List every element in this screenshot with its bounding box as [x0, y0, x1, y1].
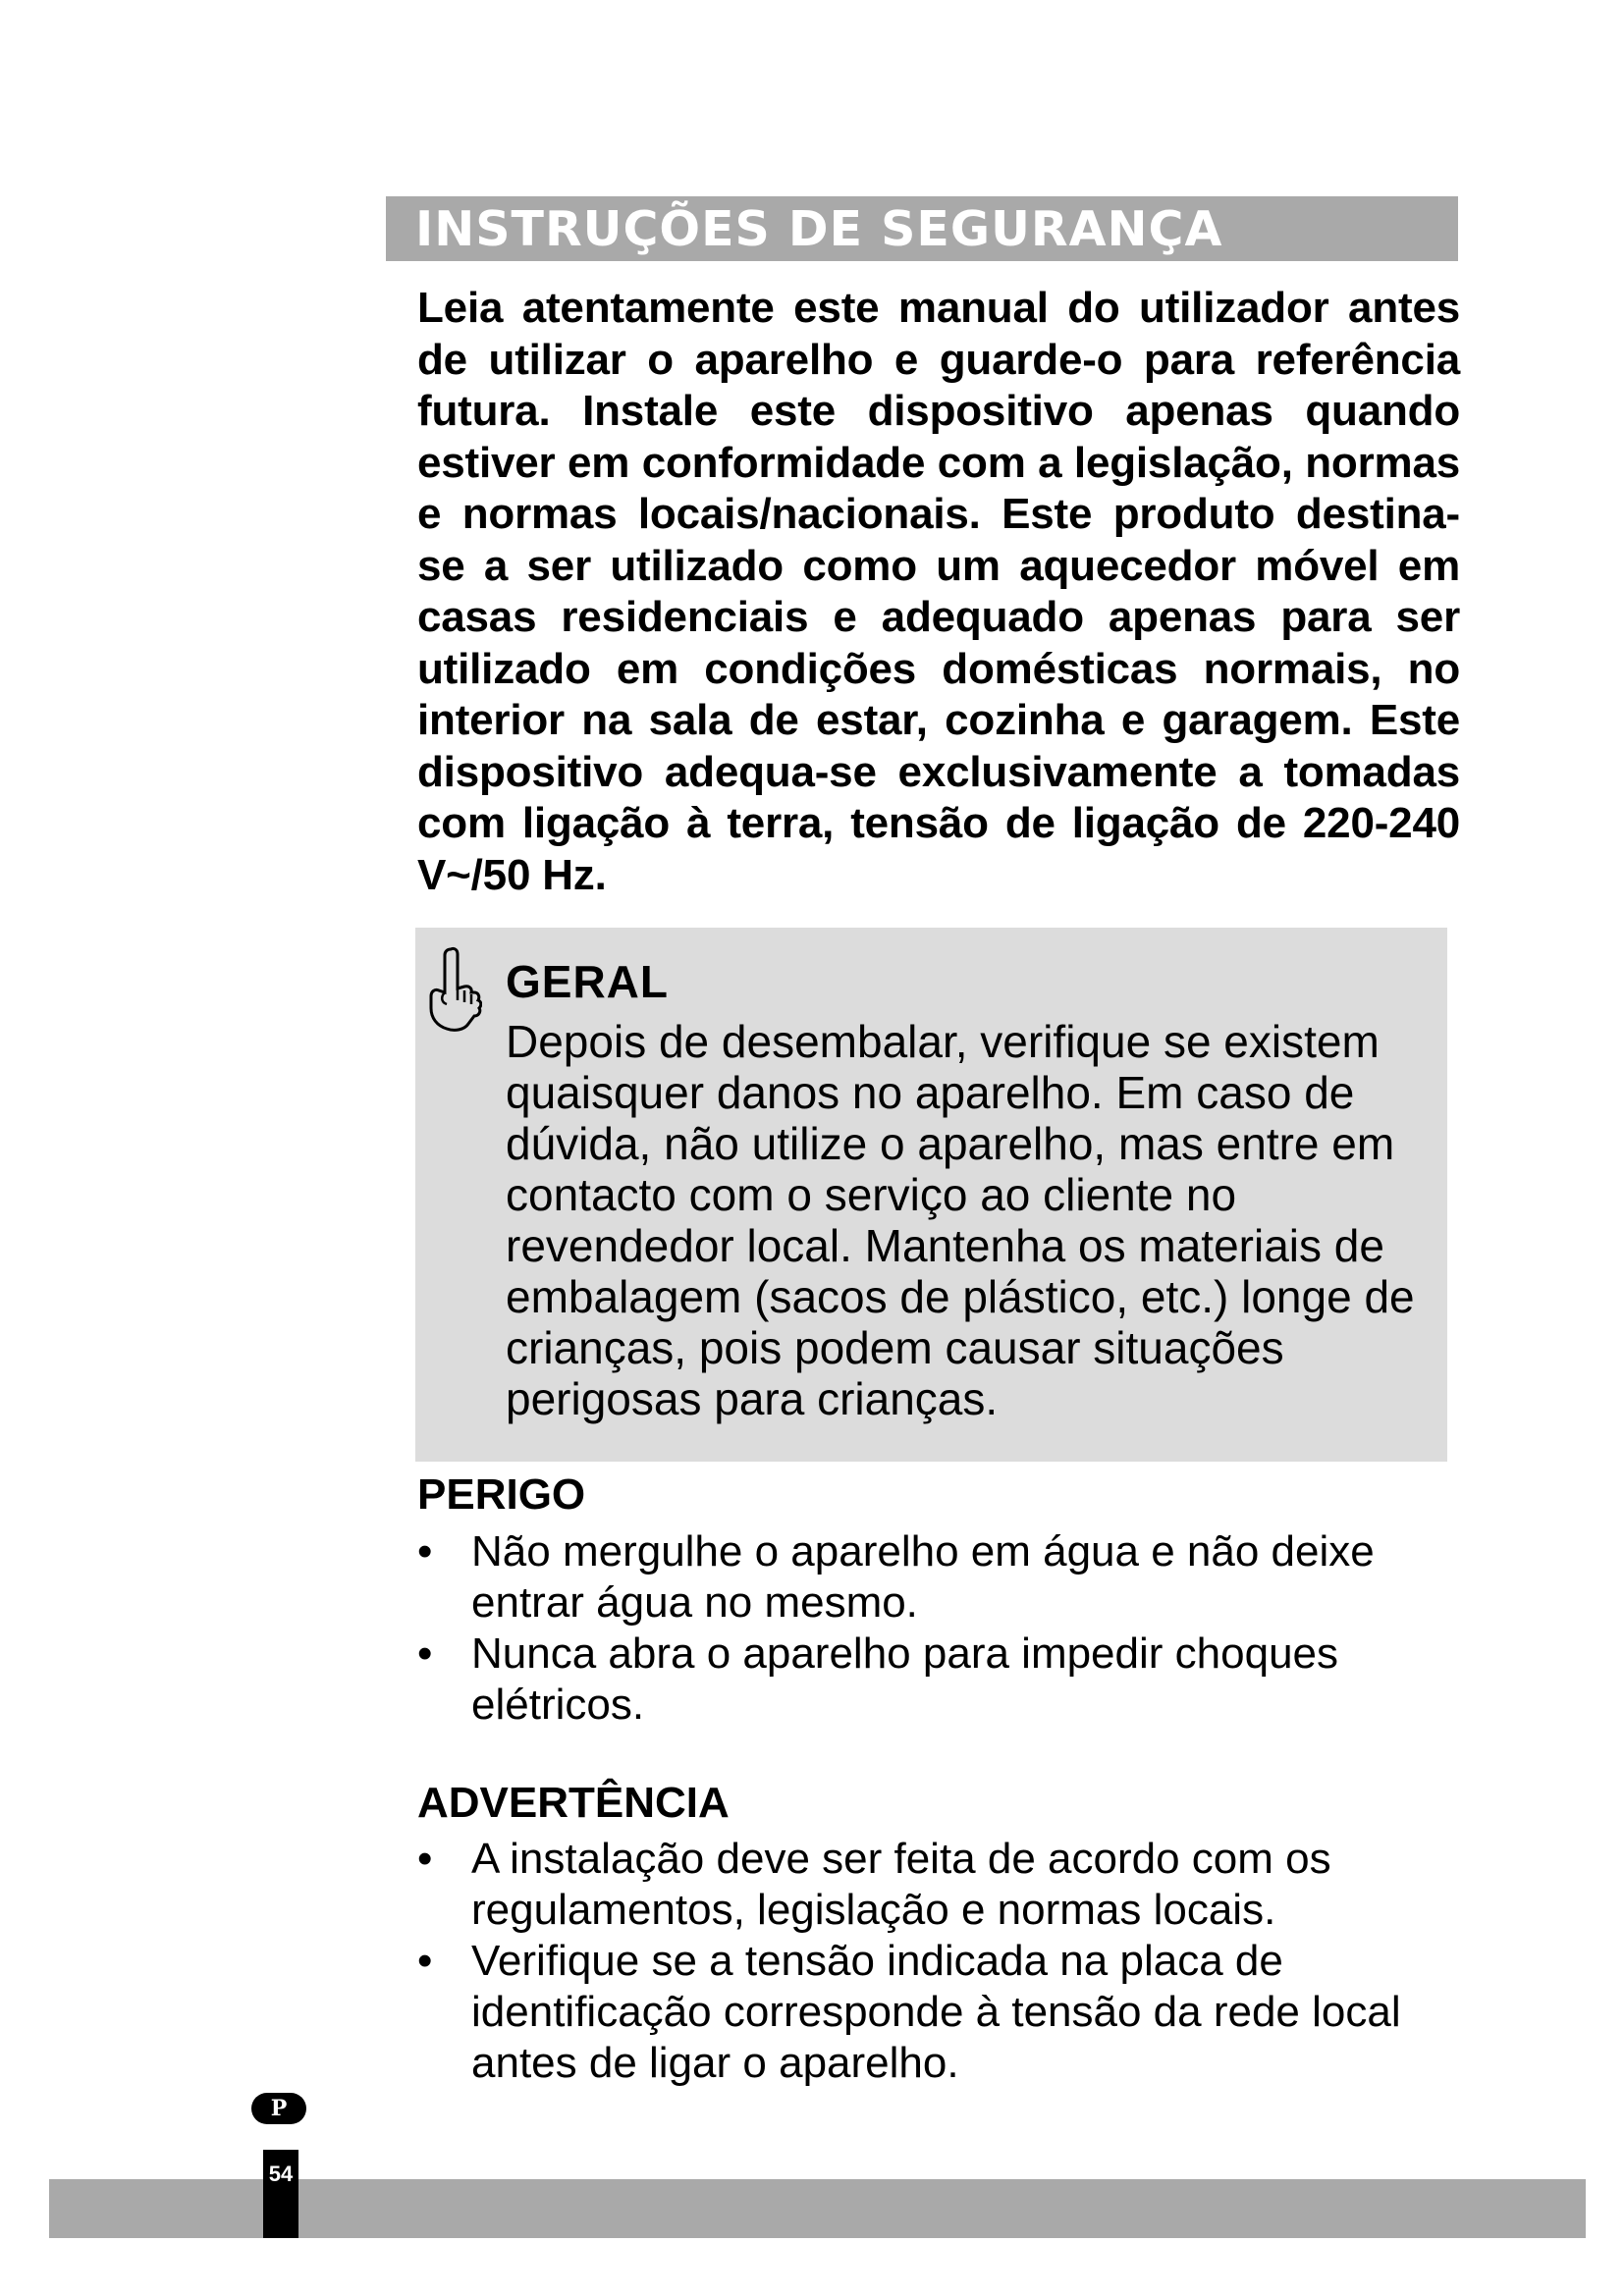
pointing-hand-icon: [425, 945, 482, 1034]
warning-item-1: A instalação deve ser feita de acordo com os regulamentos, legislação e normas locais.: [471, 1835, 1331, 1934]
danger-item-2: Nunca abra o aparelho para impedir choques elétricos.: [471, 1629, 1339, 1729]
page-number: 54: [263, 2150, 298, 2238]
list-item: • A instalação deve ser feita de acordo com os regulamentos, legislação e normas locais.: [417, 1835, 1331, 1934]
warning-title: ADVERTÊNCIA: [417, 1779, 730, 1827]
general-title: GERAL: [506, 956, 669, 1007]
warning-item-2: Verifique se a tensão indicada na placa de identificação corresponde à tensão da rede local antes de ligar o aparelho.: [471, 1937, 1401, 2087]
language-badge: P: [251, 2093, 306, 2124]
danger-list: [417, 1526, 1478, 1731]
general-note-box: [415, 928, 1447, 1462]
danger-title: PERIGO: [417, 1470, 586, 1519]
list-item: • Não mergulhe o aparelho em água e não deixe entrar água no mesmo.: [417, 1527, 1375, 1627]
section-title: INSTRUÇÕES DE SEGURANÇA: [415, 200, 1223, 257]
list-item: • Verifique se a tensão indicada na placa de identificação corresponde à tensão da rede local antes de ligar o aparelho.: [417, 1937, 1401, 2087]
danger-item-1: Não mergulhe o aparelho em água e não deixe entrar água no mesmo.: [471, 1527, 1375, 1627]
warning-list: [417, 1834, 1478, 2089]
list-item: • Nunca abra o aparelho para impedir choques elétricos.: [417, 1629, 1339, 1729]
general-text: Depois de desembalar, verifique se existem quaisquer danos no aparelho. Em caso de dúvida, não utilize o aparelho, mas entre em contacto com o serviço ao cliente no revendedor local. Mantenha os materiais de embalagem (sacos de plástico, etc.) longe de crianças, pois podem causar situações perigosas para crianças.: [506, 1016, 1415, 1424]
section-header-bar: [386, 196, 1458, 261]
intro-paragraph: Leia atentamente este manual do utilizador antes de utilizar o aparelho e guarde-o para referência futura. Instale este dispositivo apenas quando estiver em conformidade com a legislação, normas e normas locais/nacionais. Este produto destina-se a ser utilizado como um aquecedor móvel em casas residenciais e adequado apenas para ser utilizado em condições domésticas normais, no interior na sala de estar, cozinha e garagem. Este dispositivo adequa-se exclusivamente a tomadas com ligação à terra, tensão de ligação de 220-240 V~/50 Hz.: [417, 284, 1460, 899]
